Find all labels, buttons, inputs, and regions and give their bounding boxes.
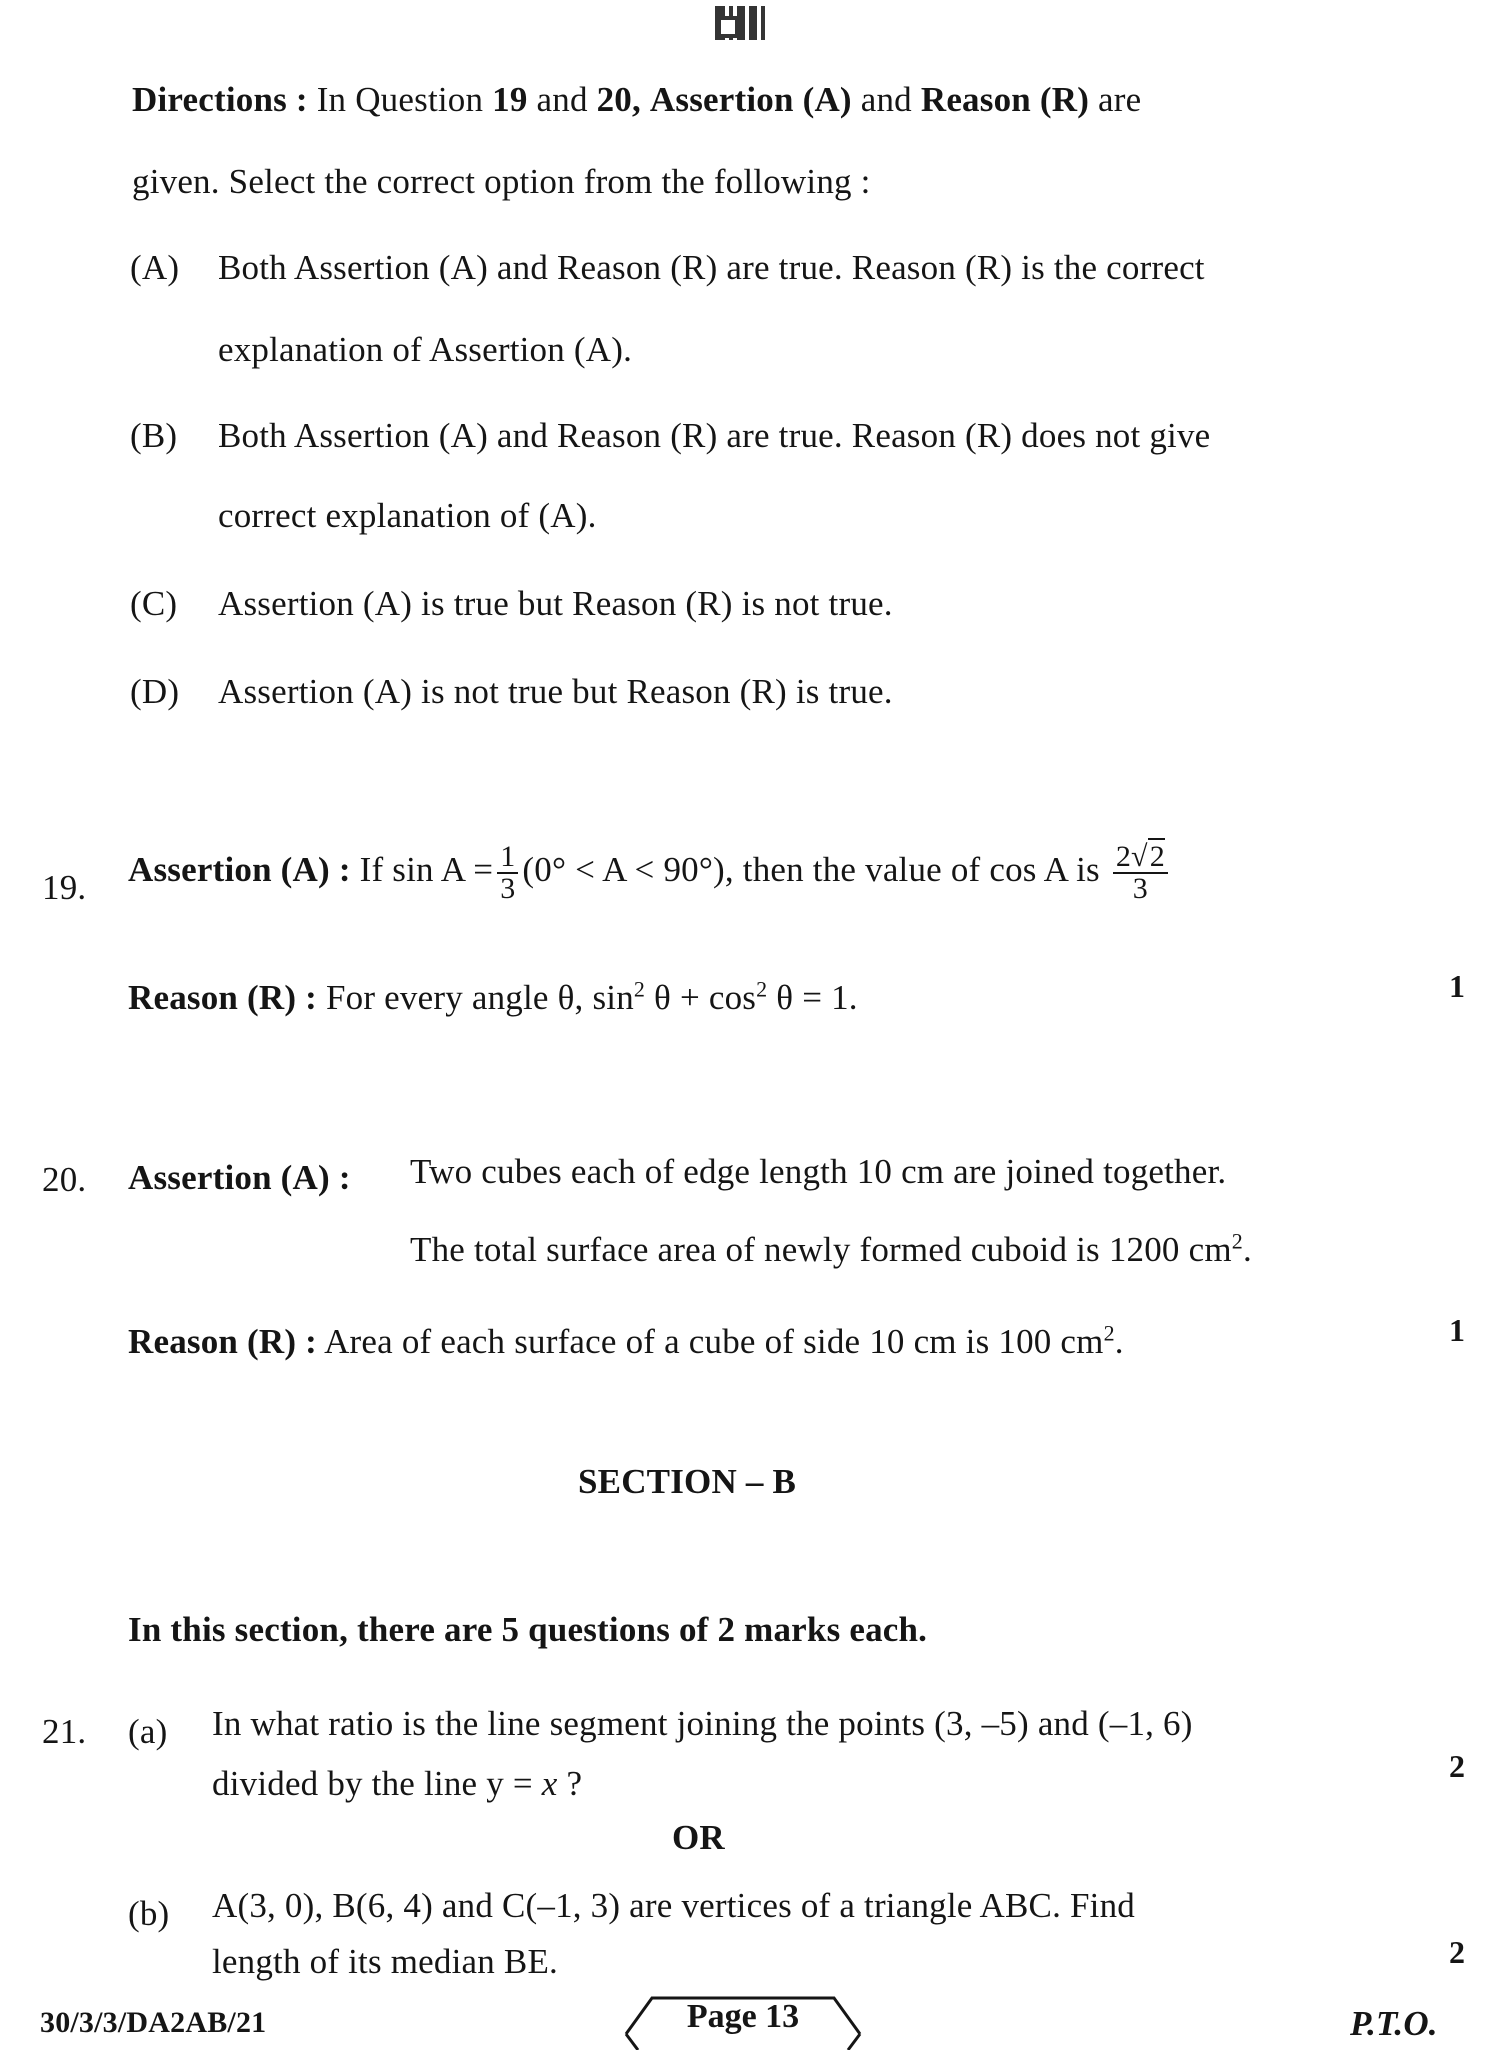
q21b-line-1: A(3, 0), B(6, 4) and C(–1, 3) are vertices of a triangle ABC. Find bbox=[212, 1886, 1135, 1925]
q19-assertion: Assertion (A) : If sin A = $\frac{1}{3}$ (0° < A < 90°), then the value of cos A is $\frac{2√2}{3}$ bbox=[128, 842, 1172, 904]
q21a-marks: 2 bbox=[1449, 1748, 1465, 1784]
q20-assertion-line-1: Two cubes each of edge length 10 cm are joined together. bbox=[410, 1152, 1227, 1191]
pto-label: P.T.O. bbox=[1350, 2004, 1438, 2043]
option-d-text: Assertion (A) is not true but Reason (R) is true. bbox=[218, 672, 893, 711]
fraction-one-third: $\frac{1}{3}$ bbox=[497, 842, 518, 904]
option-b-label: (B) bbox=[130, 416, 178, 455]
option-a-text-1: Both Assertion (A) and Reason (R) are true. Reason (R) is the correct bbox=[218, 248, 1205, 287]
section-b-intro: In this section, there are 5 questions of 2 marks each. bbox=[128, 1610, 928, 1649]
option-c-text: Assertion (A) is true but Reason (R) is not true. bbox=[218, 584, 893, 623]
q19-reason: Reason (R) : For every angle θ, $\sin^2 \theta + \cos^2 \theta = 1$. bbox=[128, 976, 858, 1017]
q21-number: 21. bbox=[42, 1712, 87, 1751]
directions-label: Directions : bbox=[132, 80, 308, 119]
q20-marks: 1 bbox=[1449, 1312, 1465, 1348]
q21a-line-1: In what ratio is the line segment joining the points (3, –5) and (–1, 6) bbox=[212, 1704, 1193, 1743]
directions-line-1: Directions : In Question 19 and 20, Assertion (A) and Reason (R) are bbox=[132, 80, 1142, 119]
option-a-label: (A) bbox=[130, 248, 180, 287]
q21a-line-2: divided by the line y = x ? bbox=[212, 1764, 583, 1803]
page-number-badge: Page 13 bbox=[612, 1990, 874, 2050]
option-b-text-1: Both Assertion (A) and Reason (R) are true. Reason (R) does not give bbox=[218, 416, 1211, 455]
q21a-label: (a) bbox=[128, 1712, 168, 1751]
q19-marks: 1 bbox=[1449, 968, 1465, 1004]
q20-assertion-line-2: The total surface area of newly formed cuboid is 1200 $cm^2$. bbox=[410, 1228, 1252, 1269]
q21b-line-2: length of its median BE. bbox=[212, 1942, 558, 1981]
q20-reason: Reason (R) : Area of each surface of a cube of side 10 cm is 100 $cm^2$. bbox=[128, 1320, 1124, 1361]
q20-number: 20. bbox=[42, 1160, 87, 1199]
fraction-two-root-two-over-three: $\frac{2√2}{3}$ bbox=[1113, 842, 1168, 904]
option-c-label: (C) bbox=[130, 584, 178, 623]
q21b-label: (b) bbox=[128, 1894, 170, 1933]
section-b-title: SECTION – B bbox=[578, 1462, 797, 1501]
option-d-label: (D) bbox=[130, 672, 180, 711]
option-b-text-2: correct explanation of (A). bbox=[218, 496, 597, 535]
qr-code-icon bbox=[715, 6, 765, 40]
paper-code: 30/3/3/DA2AB/21 bbox=[40, 2006, 267, 2039]
q21b-marks: 2 bbox=[1449, 1934, 1465, 1970]
or-divider: OR bbox=[672, 1818, 725, 1857]
option-a-text-2: explanation of Assertion (A). bbox=[218, 330, 633, 369]
q19-number: 19. bbox=[42, 868, 87, 907]
directions-line-2: given. Select the correct option from the following : bbox=[132, 162, 871, 201]
q20-assertion-label: Assertion (A) : bbox=[128, 1158, 351, 1197]
